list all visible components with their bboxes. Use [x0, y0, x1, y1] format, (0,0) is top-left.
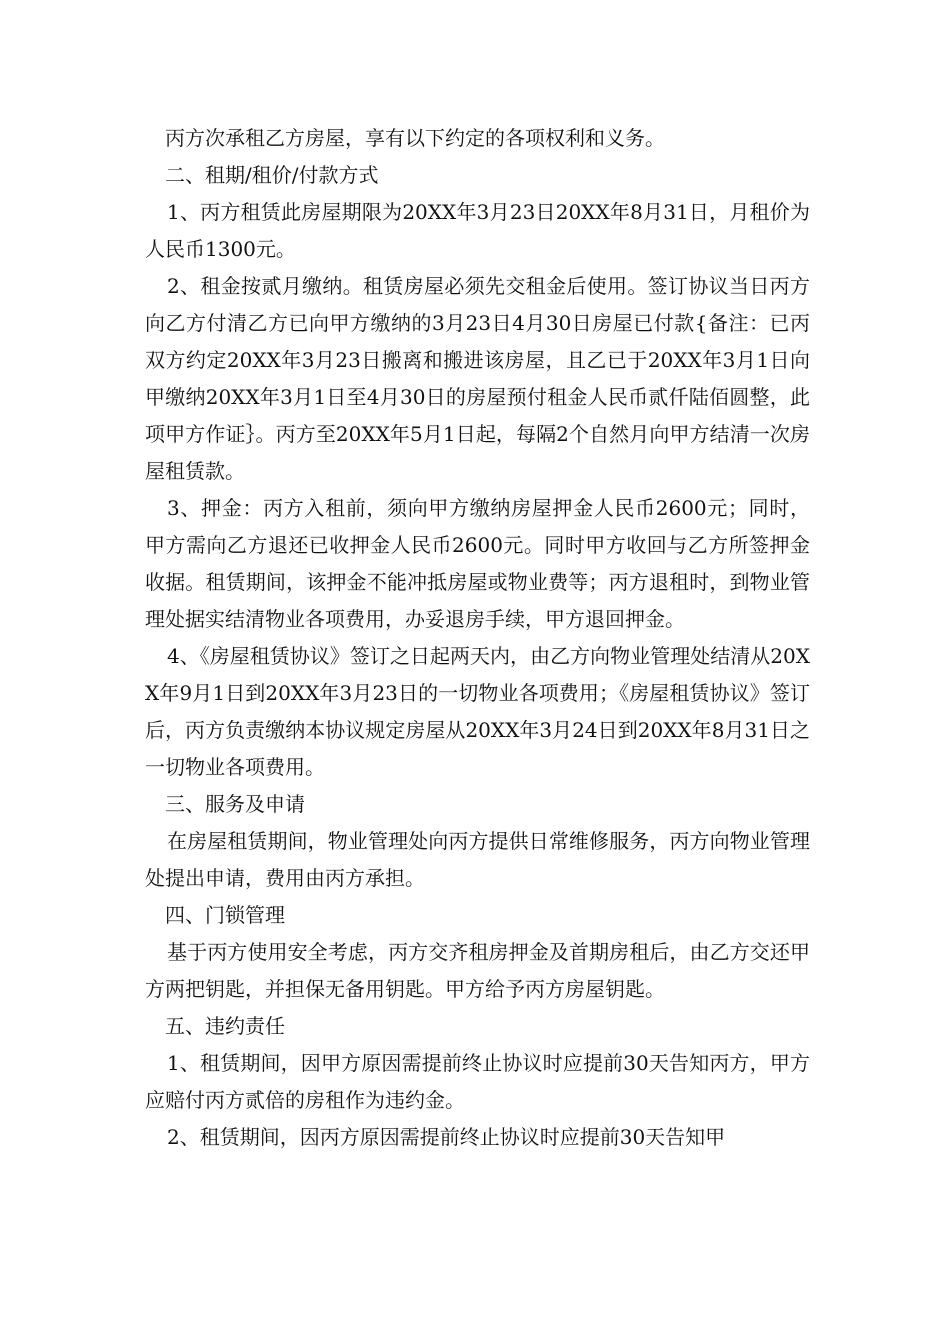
section-heading-service: 三、服务及申请	[165, 792, 305, 816]
document-body	[145, 120, 810, 1156]
paragraph-intro: 丙方次承租乙方房屋，享有以下约定的各项权利和义务。	[165, 126, 665, 150]
section-heading-breach: 五、违约责任	[165, 1014, 285, 1038]
section-heading-door-lock: 四、门锁管理	[165, 903, 285, 927]
section-heading-lease-term: 二、租期/租价/付款方式	[165, 163, 379, 187]
clause-deposit: 3、押金：丙方入租前，须向甲方缴纳房屋押金人民币2600元；同时，甲方需向乙方退还已收押金人民币2600元。同时甲方收回与乙方所签押金收据。租赁期间，该押金不能冲抵房屋或物业费等；丙方退租时，到物业管理处据实结清物业各项费用，办妥退房手续，甲方退回押金。	[145, 496, 810, 631]
clause-lease-period: 1、丙方租赁此房屋期限为20XX年3月23日20XX年8月31日，月租价为人民币1300元。	[145, 200, 810, 261]
clause-breach-party-c: 2、租赁期间，因丙方原因需提前终止协议时应提前30天告知甲	[167, 1125, 726, 1149]
clause-property-fees: 4、《房屋租赁协议》签订之日起两天内，由乙方向物业管理处结清从20XX年9月1日到20XX年3月23日的一切物业各项费用；《房屋租赁协议》签订后，丙方负责缴纳本协议规定房屋从20XX年3月24日到20XX年8月31日之一切物业各项费用。	[145, 644, 810, 779]
clause-rent-payment: 2、租金按贰月缴纳。租赁房屋必须先交租金后使用。签订协议当日丙方向乙方付清乙方已向甲方缴纳的3月23日4月30日房屋已付款{备注：已丙双方约定20XX年3月23日搬离和搬进该房屋，且乙已于20XX年3月1日向甲缴纳20XX年3月1日至4月30日的房屋预付租金人民币贰仟陆佰圆整，此项甲方作证｝。丙方至20XX年5月1日起，每隔2个自然月向甲方结清一次房屋租赁款。	[145, 274, 810, 483]
clause-maintenance-service: 在房屋租赁期间，物业管理处向丙方提供日常维修服务，丙方向物业管理处提出申请，费用由丙方承担。	[145, 829, 810, 890]
clause-breach-party-a: 1、租赁期间，因甲方原因需提前终止协议时应提前30天告知丙方，甲方应赔付丙方贰倍的房租作为违约金。	[145, 1051, 810, 1112]
clause-keys: 基于丙方使用安全考虑，丙方交齐租房押金及首期房租后，由乙方交还甲方两把钥匙，并担保无备用钥匙。甲方给予丙方房屋钥匙。	[145, 940, 810, 1001]
